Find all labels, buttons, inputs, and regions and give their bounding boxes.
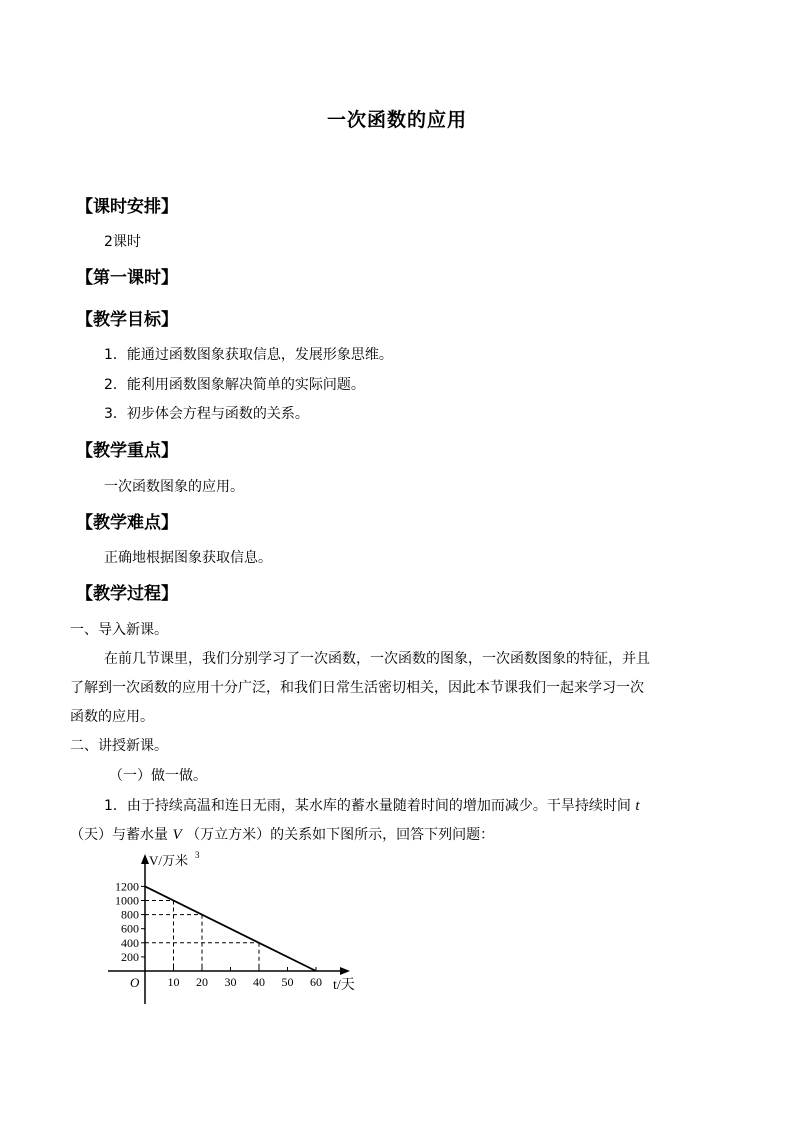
goal-item-2: 2．能利用函数图象解决简单的实际问题。 — [104, 377, 365, 393]
problem1-line-1 — [104, 796, 640, 816]
y-tick-label-600: 600 — [121, 921, 139, 936]
sub1-title: （一）做一做。 — [109, 768, 207, 784]
x-axis-label: t/天 — [333, 978, 355, 993]
y-tick-label-1200: 1200 — [115, 879, 139, 894]
origin-label: O — [130, 975, 140, 990]
y-tick-label-1000: 1000 — [115, 893, 139, 908]
schedule-value: 2课时 — [104, 234, 141, 250]
x-tick-label-30: 30 — [224, 975, 237, 989]
key-points-text: 一次函数图象的应用。 — [104, 479, 244, 495]
part2-title: 二、讲授新课。 — [70, 738, 168, 754]
problem1-line-2 — [70, 825, 494, 845]
y-axis-label-sup: 3 — [195, 850, 200, 860]
problem1-text-b: （天）与蓄水量 — [70, 827, 168, 843]
y-tick-label-800: 800 — [121, 907, 139, 922]
schedule-heading: 【课时安排】 — [76, 197, 178, 217]
process-heading: 【教学过程】 — [76, 584, 178, 604]
y-axis-label: V/万米 — [149, 853, 189, 868]
y-tick-label-400: 400 — [121, 935, 139, 950]
difficulty-heading: 【教学难点】 — [76, 513, 178, 533]
first-lesson-heading: 【第一课时】 — [76, 268, 178, 288]
part1-para-line-3: 函数的应用。 — [70, 709, 154, 725]
reservoir-chart — [100, 848, 370, 1008]
part1-para-line-1: 在前几节课里，我们分别学习了一次函数，一次函数的图象，一次函数图象的特征，并且 — [104, 651, 650, 667]
difficulty-text: 正确地根据图象获取信息。 — [104, 550, 272, 566]
x-tick-label-40: 40 — [253, 975, 265, 989]
page-title: 一次函数的应用 — [326, 109, 467, 131]
y-axis-arrow — [141, 854, 149, 864]
key-points-heading: 【教学重点】 — [76, 441, 178, 461]
goals-heading: 【教学目标】 — [76, 310, 178, 330]
series-line-1 — [145, 886, 316, 971]
var-t: t — [635, 798, 640, 814]
y-tick-label-200: 200 — [121, 949, 139, 964]
var-v: V — [172, 827, 182, 843]
problem1-text-a: 1．由于持续高温和连日无雨，某水库的蓄水量随着时间的增加而减少。干旱持续时间 — [104, 798, 631, 814]
x-tick-label-50: 50 — [281, 975, 294, 989]
part1-para-line-2: 了解到一次函数的应用十分广泛，和我们日常生活密切相关，因此本节课我们一起来学习一次 — [70, 680, 644, 696]
x-tick-label-20: 20 — [196, 975, 208, 989]
problem1-text-c: （万立方米）的关系如下图所示，回答下列问题： — [186, 827, 495, 843]
goal-item-3: 3．初步体会方程与函数的关系。 — [104, 406, 309, 422]
x-tick-label-60: 60 — [310, 975, 322, 989]
x-axis-arrow — [340, 967, 350, 975]
x-tick-label-10: 10 — [167, 975, 180, 989]
part1-title: 一、导入新课。 — [70, 622, 168, 638]
goal-item-1: 1．能通过函数图象获取信息，发展形象思维。 — [104, 347, 393, 363]
